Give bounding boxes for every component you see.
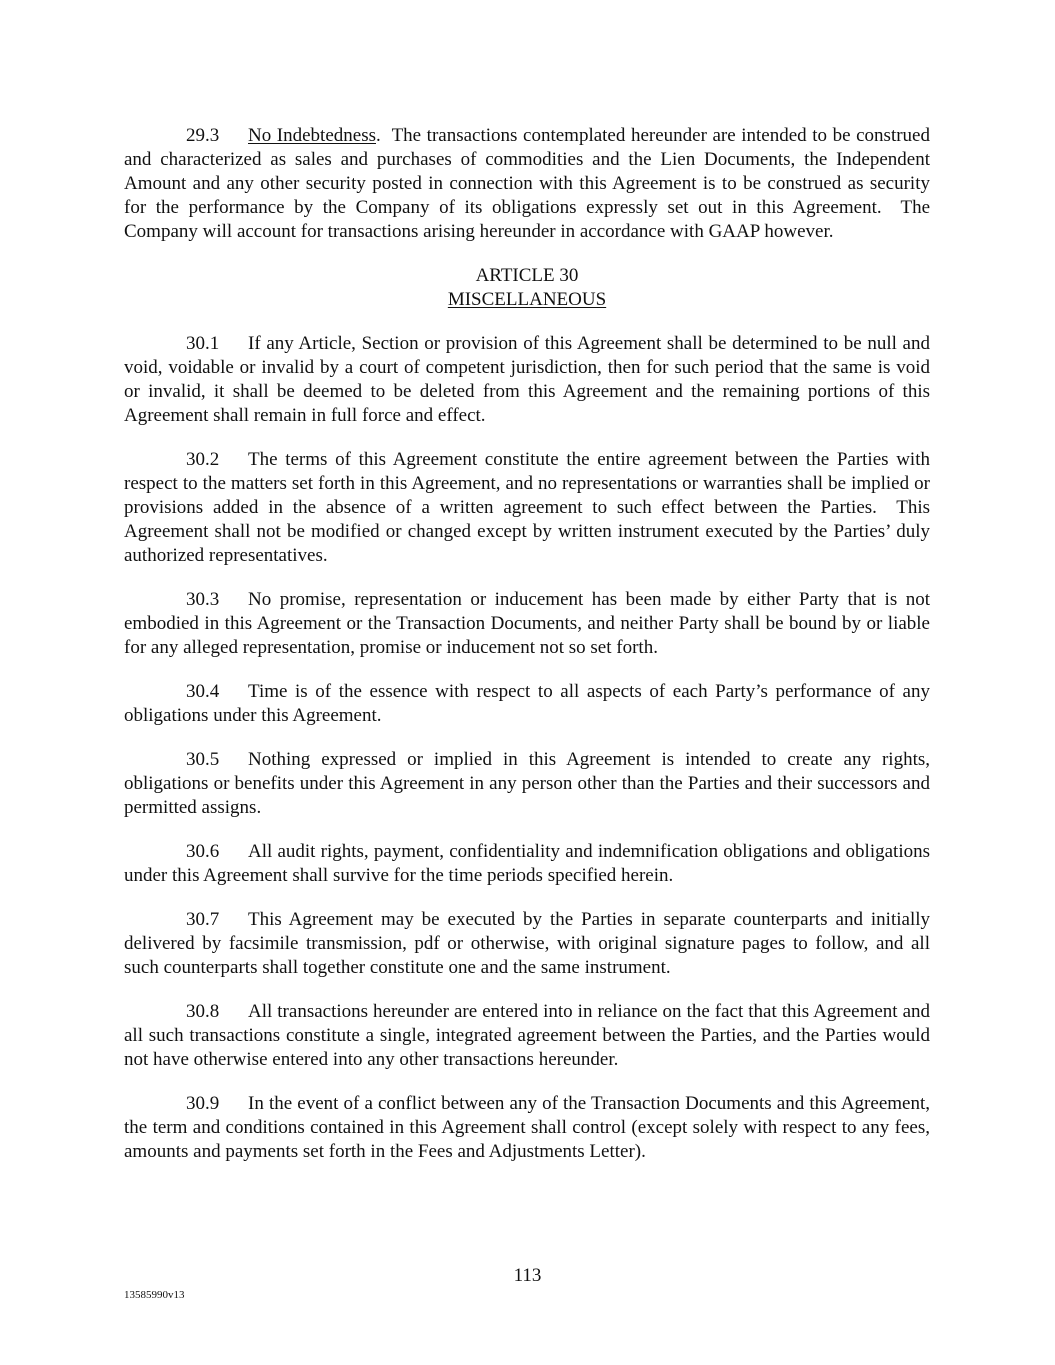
section-text: If any Article, Section or provision of this Agreement shall be determined to be null and void, voidable or invalid by a court of competent jurisdiction, then for such period that the same is void or invalid, it shall be deemed to be deleted from this Agreement and the remaining portions of this Agreement shall remain in full force and effect. bbox=[124, 333, 930, 426]
section-text: In the event of a conflict between any of the Transaction Documents and this Agreement, the term and conditions contained in this Agreement shall control (except solely with respect to any fees, amounts and payments set forth in the Fees and Adjustments Letter). bbox=[124, 1093, 930, 1162]
section-29-3 bbox=[124, 124, 935, 244]
section-number: 30.6 bbox=[186, 841, 220, 862]
section-number: 30.4 bbox=[186, 681, 220, 702]
page-number: 113 bbox=[513, 1265, 542, 1286]
document-id: 13585990v13 bbox=[124, 1289, 185, 1301]
section-30-3 bbox=[124, 588, 930, 660]
section-text: Time is of the essence with respect to all aspects of each Party’s performance of any obligations under this Agreement. bbox=[124, 681, 930, 726]
article-label: ARTICLE 30 bbox=[475, 265, 579, 286]
section-30-1 bbox=[124, 332, 930, 428]
section-30-9 bbox=[124, 1092, 930, 1164]
section-30-4 bbox=[124, 680, 930, 728]
section-number: 30.2 bbox=[186, 449, 220, 470]
document-body bbox=[124, 124, 935, 1184]
section-text: No promise, representation or inducement has been made by either Party that is not embodied in this Agreement or the Transaction Documents, and neither Party shall be bound by or liable for any alleged representation, promise or inducement not so set forth. bbox=[124, 589, 930, 658]
article-title: MISCELLANEOUS bbox=[447, 289, 607, 310]
section-30-8 bbox=[124, 1000, 930, 1072]
section-text: This Agreement may be executed by the Parties in separate counterparts and initially delivered by facsimile transmission, pdf or otherwise, with original signature pages to follow, and all such counterparts shall together constitute one and the same instrument. bbox=[124, 909, 930, 978]
section-text: The terms of this Agreement constitute the entire agreement between the Parties with respect to the matters set forth in this Agreement, and no representations or warranties shall be implied or provisions added in the absence of a written agreement to such effect between the Parties. This Agreement shall not be modified or changed except by written instrument executed by the Parties’ duly authorized representatives. bbox=[124, 449, 935, 566]
section-number: 30.9 bbox=[186, 1093, 220, 1114]
section-30-5 bbox=[124, 748, 930, 820]
section-30-6 bbox=[124, 840, 930, 888]
section-text: The transactions contemplated hereunder are intended to be construed and characterized as sales and purchases of commodities and the Lien Documents, the Independent Amount and any other security posted in connection with this Agreement is to be construed as security for the performance by the Company of its obligations expressly set out in this Agreement. The Company will account for transactions arising hereunder in accordance with GAAP however. bbox=[124, 125, 935, 242]
section-heading-suffix: . bbox=[376, 125, 381, 146]
section-number: 30.8 bbox=[186, 1001, 220, 1022]
section-number: 30.7 bbox=[186, 909, 220, 930]
section-number: 29.3 bbox=[186, 125, 220, 146]
article-heading bbox=[124, 264, 930, 312]
section-30-2 bbox=[124, 448, 935, 568]
section-number: 30.1 bbox=[186, 333, 220, 354]
section-text: All audit rights, payment, confidentiality and indemnification obligations and obligations under this Agreement shall survive for the time periods specified herein. bbox=[124, 841, 930, 886]
section-number: 30.3 bbox=[186, 589, 220, 610]
section-number: 30.5 bbox=[186, 749, 220, 770]
section-30-7 bbox=[124, 908, 930, 980]
section-heading: No Indebtedness bbox=[248, 125, 376, 146]
section-text: Nothing expressed or implied in this Agreement is intended to create any rights, obligations or benefits under this Agreement in any person other than the Parties and their successors and permitted assigns. bbox=[124, 749, 930, 818]
section-text: All transactions hereunder are entered into in reliance on the fact that this Agreement and all such transactions constitute a single, integrated agreement between the Parties, and the Parties would not have otherwise entered into any other transactions hereunder. bbox=[124, 1001, 930, 1070]
